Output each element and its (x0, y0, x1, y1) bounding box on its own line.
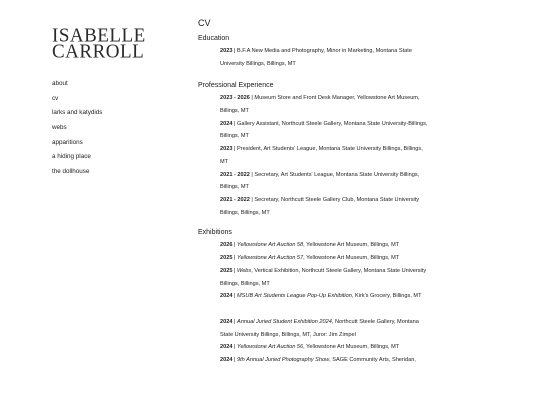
nav-link-about[interactable]: about (52, 80, 68, 87)
professional-entry: 2021 - 2022 | Secretary, Northcutt Steele Gallery Club, Montana State University Billings, Billings, MT (220, 197, 420, 216)
nav-link-webs[interactable]: webs (52, 124, 67, 132)
exhibition-entry: 2024 | MSUB Art Students League Pop-Up Exhibition, Kirk's Grocery, Billings, MT (220, 293, 422, 299)
exhibition-entry: 2024 | 9th Annual Juried Photography Show, SAGE Community Arts, Sheridan, (220, 357, 416, 363)
professional-entry: 2023 | President, Art Students' League, Montana State University Billings, Billings, MT (220, 146, 423, 165)
exhibitions-heading: Exhibitions (198, 229, 232, 236)
nav-link-larks-and-katydids[interactable]: larks and katydids (52, 109, 103, 117)
logo-line-1: ISABELLE (52, 24, 146, 47)
nav-link-cv[interactable]: cv (52, 94, 59, 102)
education-heading: Education (198, 35, 230, 42)
exhibition-entry: 2025 | Yellowstone Art Auction 57, Yellowstone Art Museum, Billings, MT (220, 255, 400, 261)
exhibition-entry: 2024 | Yellowstone Art Auction 56, Yellowstone Art Museum, Billings, MT (220, 344, 400, 350)
nav-link-a-hiding-place[interactable]: a hiding place (52, 153, 91, 161)
professional-entry: 2023 - 2026 | Museum Store and Front Desk Manager, Yellowstone Art Museum, Billings, MT (220, 95, 420, 114)
exhibition-entry: 2026 | Yellowstone Art Auction 58, Yellowstone Art Museum, Billings, MT (220, 242, 400, 248)
professional-experience-heading: Professional Experience (198, 82, 274, 89)
exhibition-entry: 2025 | Webs, Vertical Exhibition, Northcutt Steele Gallery, Montana State University Billings, Billings, MT (220, 268, 427, 287)
professional-entry: 2024 | Gallery Assistant, Northcutt Steele Gallery, Montana State University-Billings, Billings, MT (220, 120, 428, 140)
sidebar-nav (52, 80, 102, 183)
page-title: CV (198, 18, 211, 28)
professional-entry: 2021 - 2022 | Secretary, Art Students' League, Montana State University Billings, Billings, MT (220, 171, 420, 191)
site-logo[interactable] (52, 24, 146, 63)
exhibition-entry: 2024 | Annual Juried Student Exhibition 2024, Northcutt Steele Gallery, Montana State University Billings, Billings, MT, Juror: Jim Zimpel (220, 319, 419, 338)
logo-line-2: CARROLL (52, 40, 145, 63)
nav-link-the-dollhouse[interactable]: the dollhouse (52, 168, 90, 176)
education-entry: 2023 | B.F.A New Media and Photography, Minor in Marketing, Montana State University Billings, Billings, MT (220, 48, 412, 67)
nav-link-apparitions[interactable]: apparitions (52, 138, 83, 146)
